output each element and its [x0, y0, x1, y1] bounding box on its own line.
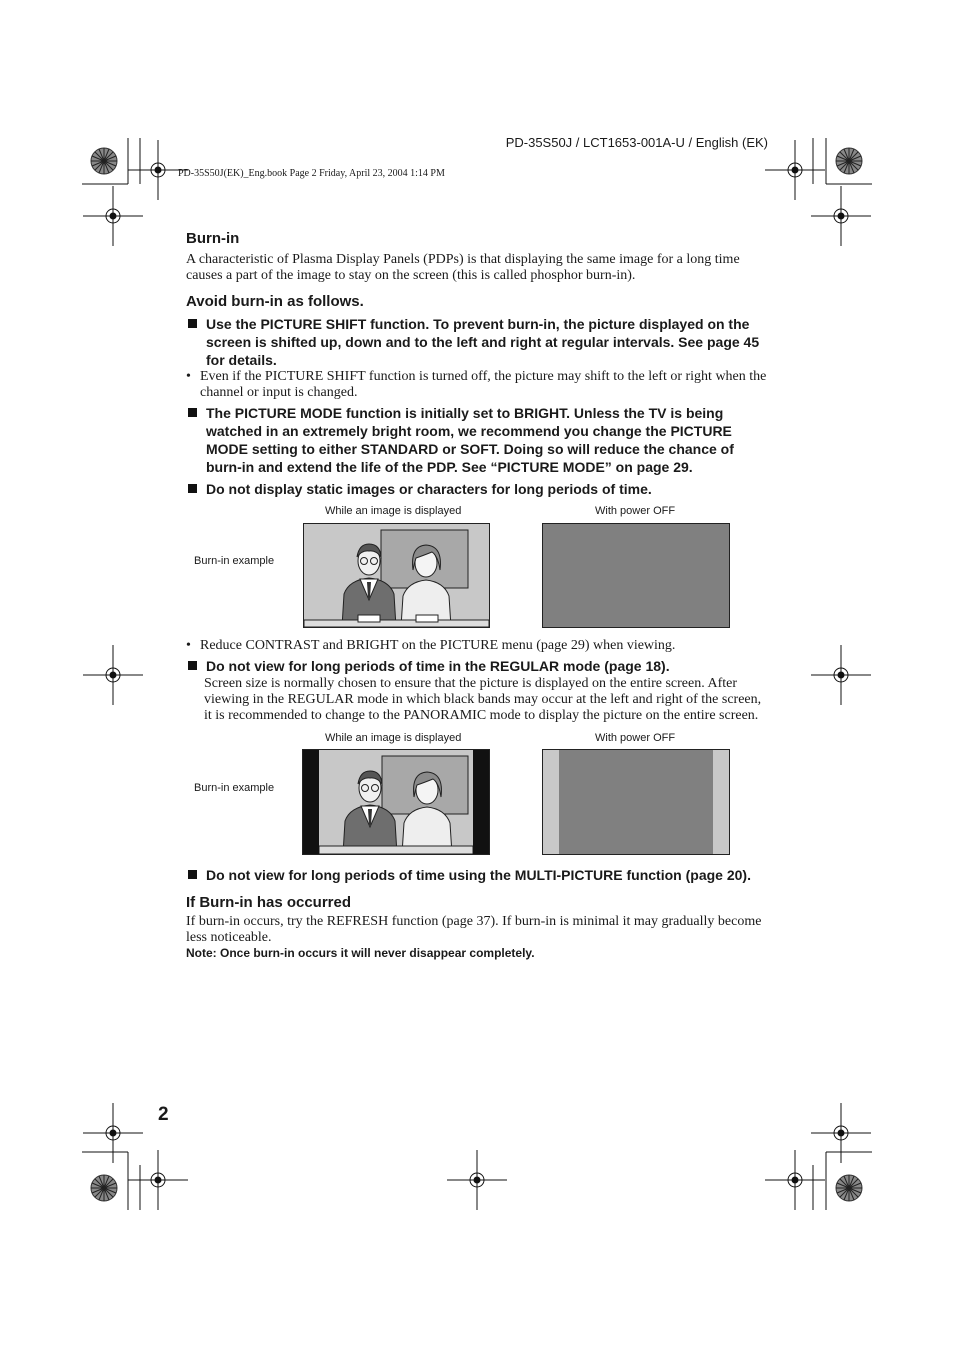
regular-mode-picture	[319, 750, 473, 854]
list-item-multi-picture: Do not view for long periods of time using the MULTI-PICTURE function (page 20).	[186, 866, 786, 884]
note-reduce-contrast: • Reduce CONTRAST and BRIGHT on the PICTURE menu (page 29) when viewing.	[186, 638, 676, 653]
square-bullet-icon	[188, 319, 197, 328]
figure1-label: Burn-in example	[194, 555, 275, 567]
figure2-caption-right: With power OFF	[595, 732, 676, 744]
list-item-picture-mode: The PICTURE MODE function is initially set to BRIGHT. Unless the TV is being watched in an extremely bright room, we recommend you change the PICTURE MODE setting to either STANDARD or SOFT. Doing so will reduce the chance of burn-in and extend the life of the PDP. See “PICTURE MODE” on page 29.	[186, 404, 770, 476]
square-bullet-icon	[188, 408, 197, 417]
note-picture-shift: • Even if the PICTURE SHIFT function is turned off, the picture may shift to the left or right when the channel or input is changed.	[186, 369, 767, 400]
bullet-dot-icon: •	[186, 369, 191, 384]
regular-mode-description: Screen size is normally chosen to ensure that the picture is displayed on the entire screen. After viewing in the REGULAR mode in which black bands may occur at the left and right of the screen, it is recommended to change to the PANORAMIC mode to display the picture on the entire screen.	[204, 676, 762, 723]
note-text: Note: Once burn-in occurs it will never disappear completely.	[186, 946, 535, 960]
section-title-avoid: Avoid burn-in as follows.	[186, 293, 364, 310]
figure1-screen-off	[542, 523, 730, 628]
list-item-static-images: Do not display static images or characters for long periods of time.	[186, 480, 770, 498]
figure2-caption-left: While an image is displayed	[325, 732, 462, 744]
figure1-screen-on	[303, 523, 490, 628]
list-item-picture-shift: Use the PICTURE SHIFT function. To prevent burn-in, the picture displayed on the screen is shifted up, down and to the left and right at regular intervals. See page 45 for details.	[186, 315, 770, 369]
square-bullet-icon	[188, 870, 197, 879]
newscasters-illustration	[319, 750, 473, 854]
figure2-label: Burn-in example	[194, 782, 275, 794]
page-number: 2	[158, 1104, 169, 1125]
figure1-caption-right: With power OFF	[595, 505, 676, 517]
square-bullet-icon	[188, 661, 197, 670]
square-bullet-icon	[188, 484, 197, 493]
burnin-description: A characteristic of Plasma Display Panels (PDPs) is that displaying the same image for a long time causes a part of the image to stay on the screen (this is called phosphor burn-in).	[186, 252, 740, 283]
bullet-dot-icon: •	[186, 638, 191, 653]
newscasters-illustration	[304, 524, 489, 627]
document-reference: PD-35S50J / LCT1653-001A-U / English (EK)	[505, 135, 768, 150]
section-title-occurred: If Burn-in has occurred	[186, 894, 352, 911]
burn-in-area	[559, 750, 713, 854]
section-title-burnin: Burn-in	[186, 230, 240, 247]
occurred-description: If burn-in occurs, try the REFRESH function (page 37). If burn-in is minimal it may gradually become less noticeable.	[186, 914, 762, 945]
figure1-caption-left: While an image is displayed	[325, 505, 462, 517]
book-info: PD-35S50J(EK)_Eng.book Page 2 Friday, April 23, 2004 1:14 PM	[178, 168, 445, 179]
figure2-screen-on	[302, 749, 490, 855]
figure2-screen-off	[542, 749, 730, 855]
list-item-regular-mode: Do not view for long periods of time in the REGULAR mode (page 18).	[186, 657, 770, 675]
